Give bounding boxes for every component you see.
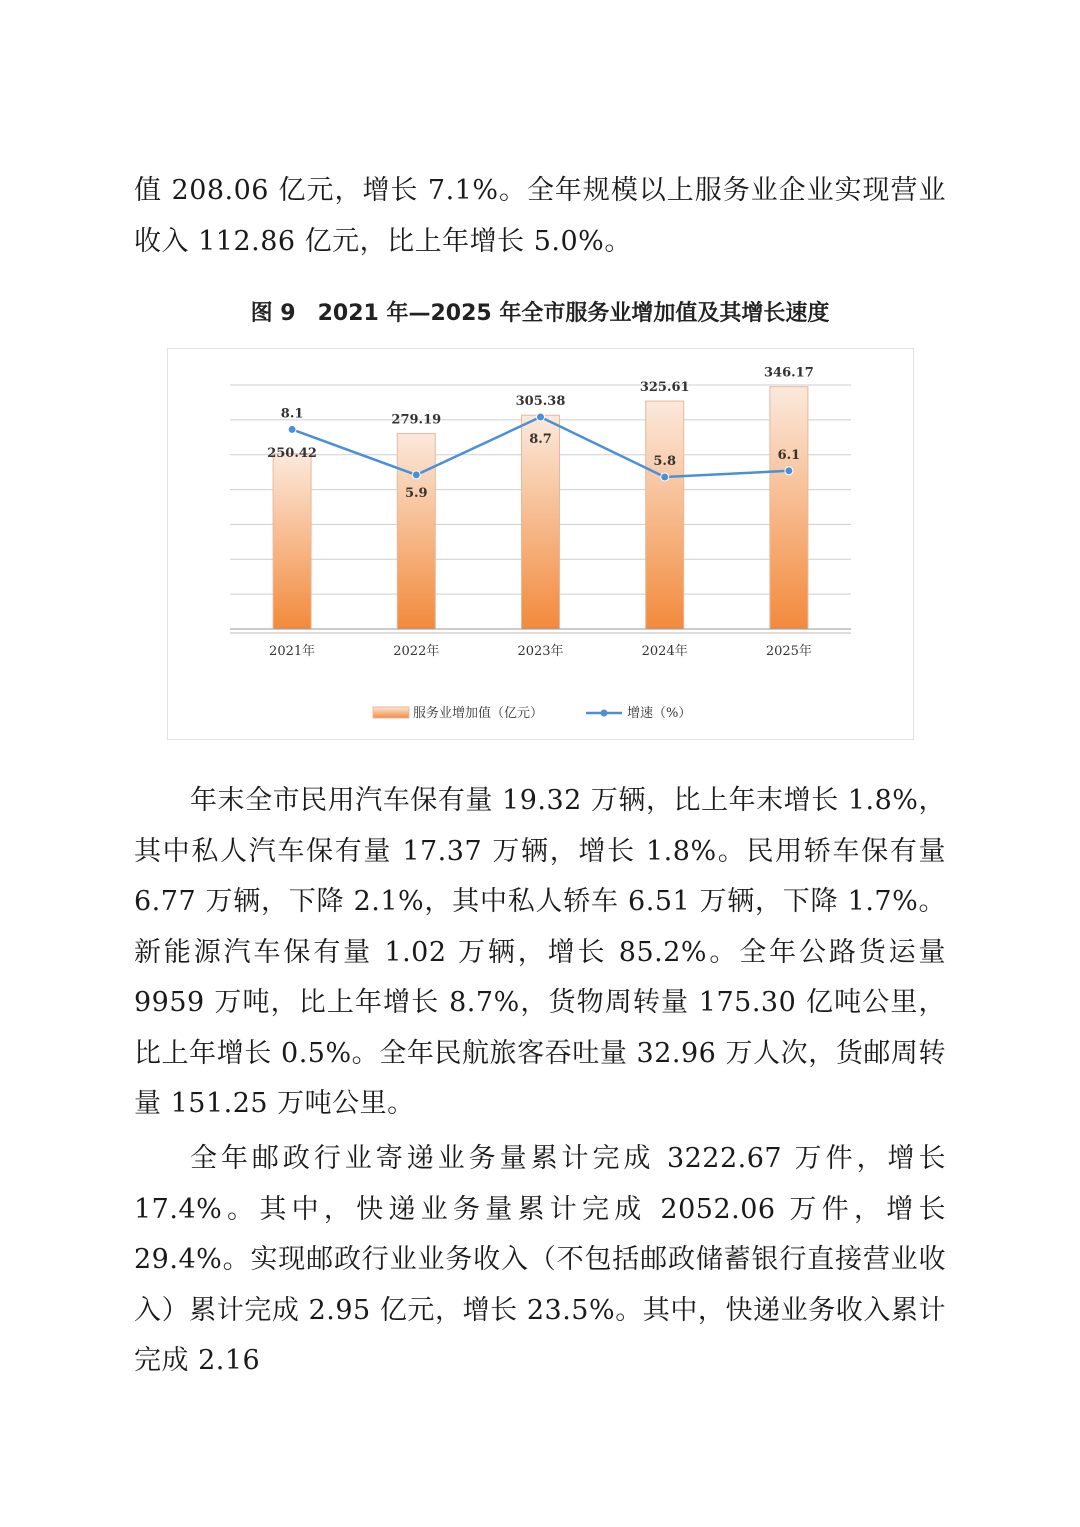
x-axis [230, 629, 851, 659]
growth-value-label: 8.1 [280, 406, 304, 422]
growth-value-label: 5.9 [404, 485, 428, 501]
x-tick-label: 2023年 [517, 644, 564, 659]
bar [397, 434, 435, 629]
figure-title: 图 9 2021 年—2025 年全市服务业增加值及其增长速度 [250, 301, 830, 326]
growth-point [412, 471, 420, 479]
service-industry-chart [168, 349, 913, 739]
bar [646, 401, 684, 629]
growth-value-label: 8.7 [529, 432, 552, 447]
x-tick-label: 2021年 [269, 644, 316, 659]
bar [522, 415, 560, 629]
paragraph-postal: 全年邮政行业寄递业务量累计完成 3222.67 万件，增长 17.4%。其中，快递业务量累计完成 2052.06 万件，增长 29.4%。实现邮政行业业务收入（不包括邮政储蓄银行直接营业收入）累计完成 2.95 亿元，增长 23.5%。其中，快递业务收入累计完成 2.16 [134, 1143, 946, 1376]
growth-point [288, 425, 296, 433]
legend-line-label: 增速（%） [627, 706, 692, 721]
paragraph-service-revenue: 值 208.06 亿元，增长 7.1%。全年规模以上服务业企业实现营业收入 112.86 亿元，比上年增长 5.0%。 [134, 175, 946, 257]
bar [273, 454, 311, 629]
bar-value-label: 305.38 [515, 394, 566, 410]
growth-value-label: 6.1 [777, 447, 801, 463]
legend-bar-label: 服务业增加值（亿元） [413, 706, 544, 721]
bar-value-label: 279.19 [391, 412, 442, 428]
bar-value-label: 250.42 [267, 446, 317, 461]
legend [373, 705, 691, 721]
growth-point [537, 413, 545, 421]
bars [273, 387, 808, 629]
x-tick-label: 2024年 [641, 644, 688, 659]
bar [770, 387, 808, 629]
growth-value-label: 5.8 [653, 454, 677, 469]
growth-point [661, 473, 669, 481]
bar-value-label: 325.61 [639, 380, 690, 396]
growth-point [785, 467, 793, 475]
bar-value-label: 346.17 [764, 365, 814, 381]
x-tick-label: 2022年 [393, 644, 440, 659]
chart-container [167, 348, 914, 740]
legend-line-marker [601, 710, 608, 717]
paragraph-transport: 年末全市民用汽车保有量 19.32 万辆，比上年末增长 1.8%，其中私人汽车保有量 17.37 万辆，增长 1.8%。民用轿车保有量 6.77 万辆，下降 2.1%，其中私人轿车 6.51 万辆，下降 1.7%。新能源汽车保有量 1.02 万辆，增长 85.2%。全年公路货运量 9959 万吨，比上年增长 8.7%，货物周转量 175.30 亿吨公里，比上年增长 0.5%。全年民航旅客吞吐量 32.96 万人次，货邮周转量 151.25 万吨公里。 [134, 785, 946, 1119]
x-tick-label: 2025年 [765, 644, 812, 659]
legend-bar-swatch [373, 707, 409, 718]
